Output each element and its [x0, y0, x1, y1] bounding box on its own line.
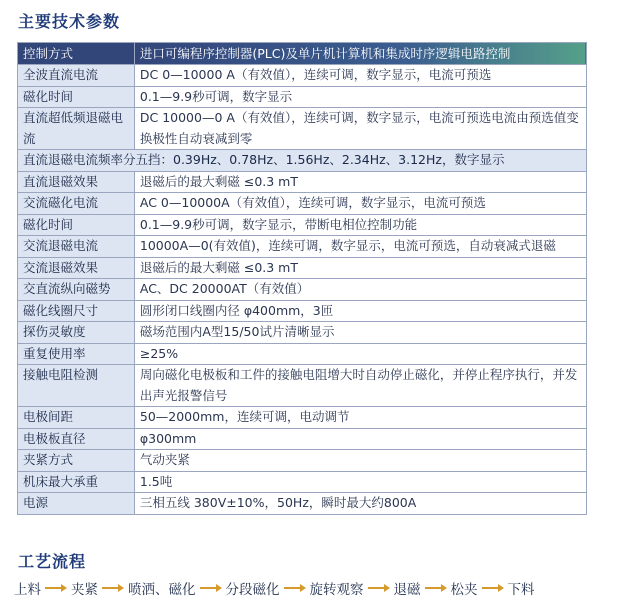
- table-header-row: [18, 43, 587, 65]
- spec-value: 磁场范围内A型15/50试片清晰显示: [134, 322, 586, 344]
- arrow-right-icon: [368, 583, 390, 593]
- spec-label: 电源: [18, 493, 135, 515]
- spec-value: 周向磁化电极板和工件的接触电阻增大时自动停止磁化，并停止程序执行，并发出声光报警信号: [134, 365, 586, 407]
- table-row: [18, 343, 587, 365]
- table-row: [18, 493, 587, 515]
- process-flow: [14, 578, 535, 598]
- spec-value: DC 0—10000 A（有效值），连续可调，数字显示，电流可预选: [134, 65, 586, 87]
- table-row: [18, 171, 587, 193]
- process-step: 旋转观察: [309, 582, 364, 598]
- spec-value: 圆形闭口线圈内径 φ400mm，3匝: [134, 300, 586, 322]
- spec-label: 接触电阻检测: [18, 365, 135, 407]
- spec-label: 交直流纵向磁势: [18, 279, 135, 301]
- table-row: [18, 236, 587, 258]
- table-row: [18, 322, 587, 344]
- spec-value: 10000A—0(有效值)，连续可调，数字显示，电流可预选，自动衰减式退磁: [134, 236, 586, 258]
- table-row: [18, 450, 587, 472]
- spec-label: 夹紧方式: [18, 450, 135, 472]
- arrow-right-icon: [45, 583, 67, 593]
- arrow-right-icon: [102, 583, 124, 593]
- spec-label: 电极间距: [18, 407, 135, 429]
- spec-table-body: [18, 43, 587, 515]
- process-step: 退磁: [393, 582, 421, 598]
- spec-label: 探伤灵敏度: [18, 322, 135, 344]
- process-step: 喷洒、磁化: [128, 582, 196, 598]
- spec-value: ≥25%: [134, 343, 586, 365]
- process-step: 松夹: [450, 582, 478, 598]
- table-row: [18, 407, 587, 429]
- spec-label: 全波直流电流: [18, 65, 135, 87]
- spec-value: 退磁后的最大剩磁 ≤0.3 mT: [134, 171, 586, 193]
- table-row: [18, 365, 587, 407]
- header-value: 进口可编程序控制器(PLC)及单片机计算机和集成时序逻辑电路控制: [134, 43, 586, 65]
- spec-label: 机床最大承重: [18, 471, 135, 493]
- process-step: 下料: [507, 582, 535, 598]
- arrow-right-icon: [425, 583, 447, 593]
- spec-value: 50—2000mm，连续可调，电动调节: [134, 407, 586, 429]
- spec-label: 磁化线圈尺寸: [18, 300, 135, 322]
- spec-value: 1.5吨: [134, 471, 586, 493]
- table-row: [18, 193, 587, 215]
- arrow-right-icon: [284, 583, 306, 593]
- table-row: [18, 300, 587, 322]
- spec-label: 交流退磁电流: [18, 236, 135, 258]
- spec-full-row: 直流退磁电流频率分五挡：0.39Hz、0.78Hz、1.56Hz、2.34Hz、3.12Hz，数字显示: [18, 150, 587, 172]
- spec-value: 气动夹紧: [134, 450, 586, 472]
- table-row: [18, 471, 587, 493]
- spec-label: 电极板直径: [18, 428, 135, 450]
- spec-section-title: 主要技术参数: [18, 12, 121, 31]
- table-row: [18, 108, 587, 150]
- spec-label: 直流退磁效果: [18, 171, 135, 193]
- process-step: 分段磁化: [225, 582, 280, 598]
- arrow-right-icon: [200, 583, 222, 593]
- spec-label: 交流退磁效果: [18, 257, 135, 279]
- table-row: [18, 86, 587, 108]
- spec-label: 交流磁化电流: [18, 193, 135, 215]
- arrow-right-icon: [482, 583, 504, 593]
- spec-value: 退磁后的最大剩磁 ≤0.3 mT: [134, 257, 586, 279]
- table-row: [18, 150, 587, 172]
- spec-table: [17, 42, 587, 515]
- spec-value: AC 0—10000A（有效值），连续可调，数字显示，电流可预选: [134, 193, 586, 215]
- spec-value: 0.1—9.9秒可调，数字显示，带断电相位控制功能: [134, 214, 586, 236]
- spec-label: 磁化时间: [18, 214, 135, 236]
- table-row: [18, 257, 587, 279]
- table-row: [18, 214, 587, 236]
- header-label: 控制方式: [18, 43, 135, 65]
- process-section-title: 工艺流程: [18, 552, 87, 571]
- spec-label: 重复使用率: [18, 343, 135, 365]
- process-step: 夹紧: [71, 582, 98, 598]
- table-row: [18, 428, 587, 450]
- spec-value: AC、DC 20000AT（有效值）: [134, 279, 586, 301]
- spec-value: 0.1—9.9秒可调，数字显示: [134, 86, 586, 108]
- process-step: 上料: [14, 582, 41, 598]
- spec-label: 直流超低频退磁电流: [18, 108, 135, 150]
- spec-label: 磁化时间: [18, 86, 135, 108]
- table-row: [18, 279, 587, 301]
- spec-value: φ300mm: [134, 428, 586, 450]
- spec-value: 三相五线 380V±10%，50Hz，瞬时最大约800A: [134, 493, 586, 515]
- spec-value: DC 10000—0 A（有效值），连续可调，数字显示，电流可预选电流由预选值变换极性自动衰减到零: [134, 108, 586, 150]
- table-row: [18, 65, 587, 87]
